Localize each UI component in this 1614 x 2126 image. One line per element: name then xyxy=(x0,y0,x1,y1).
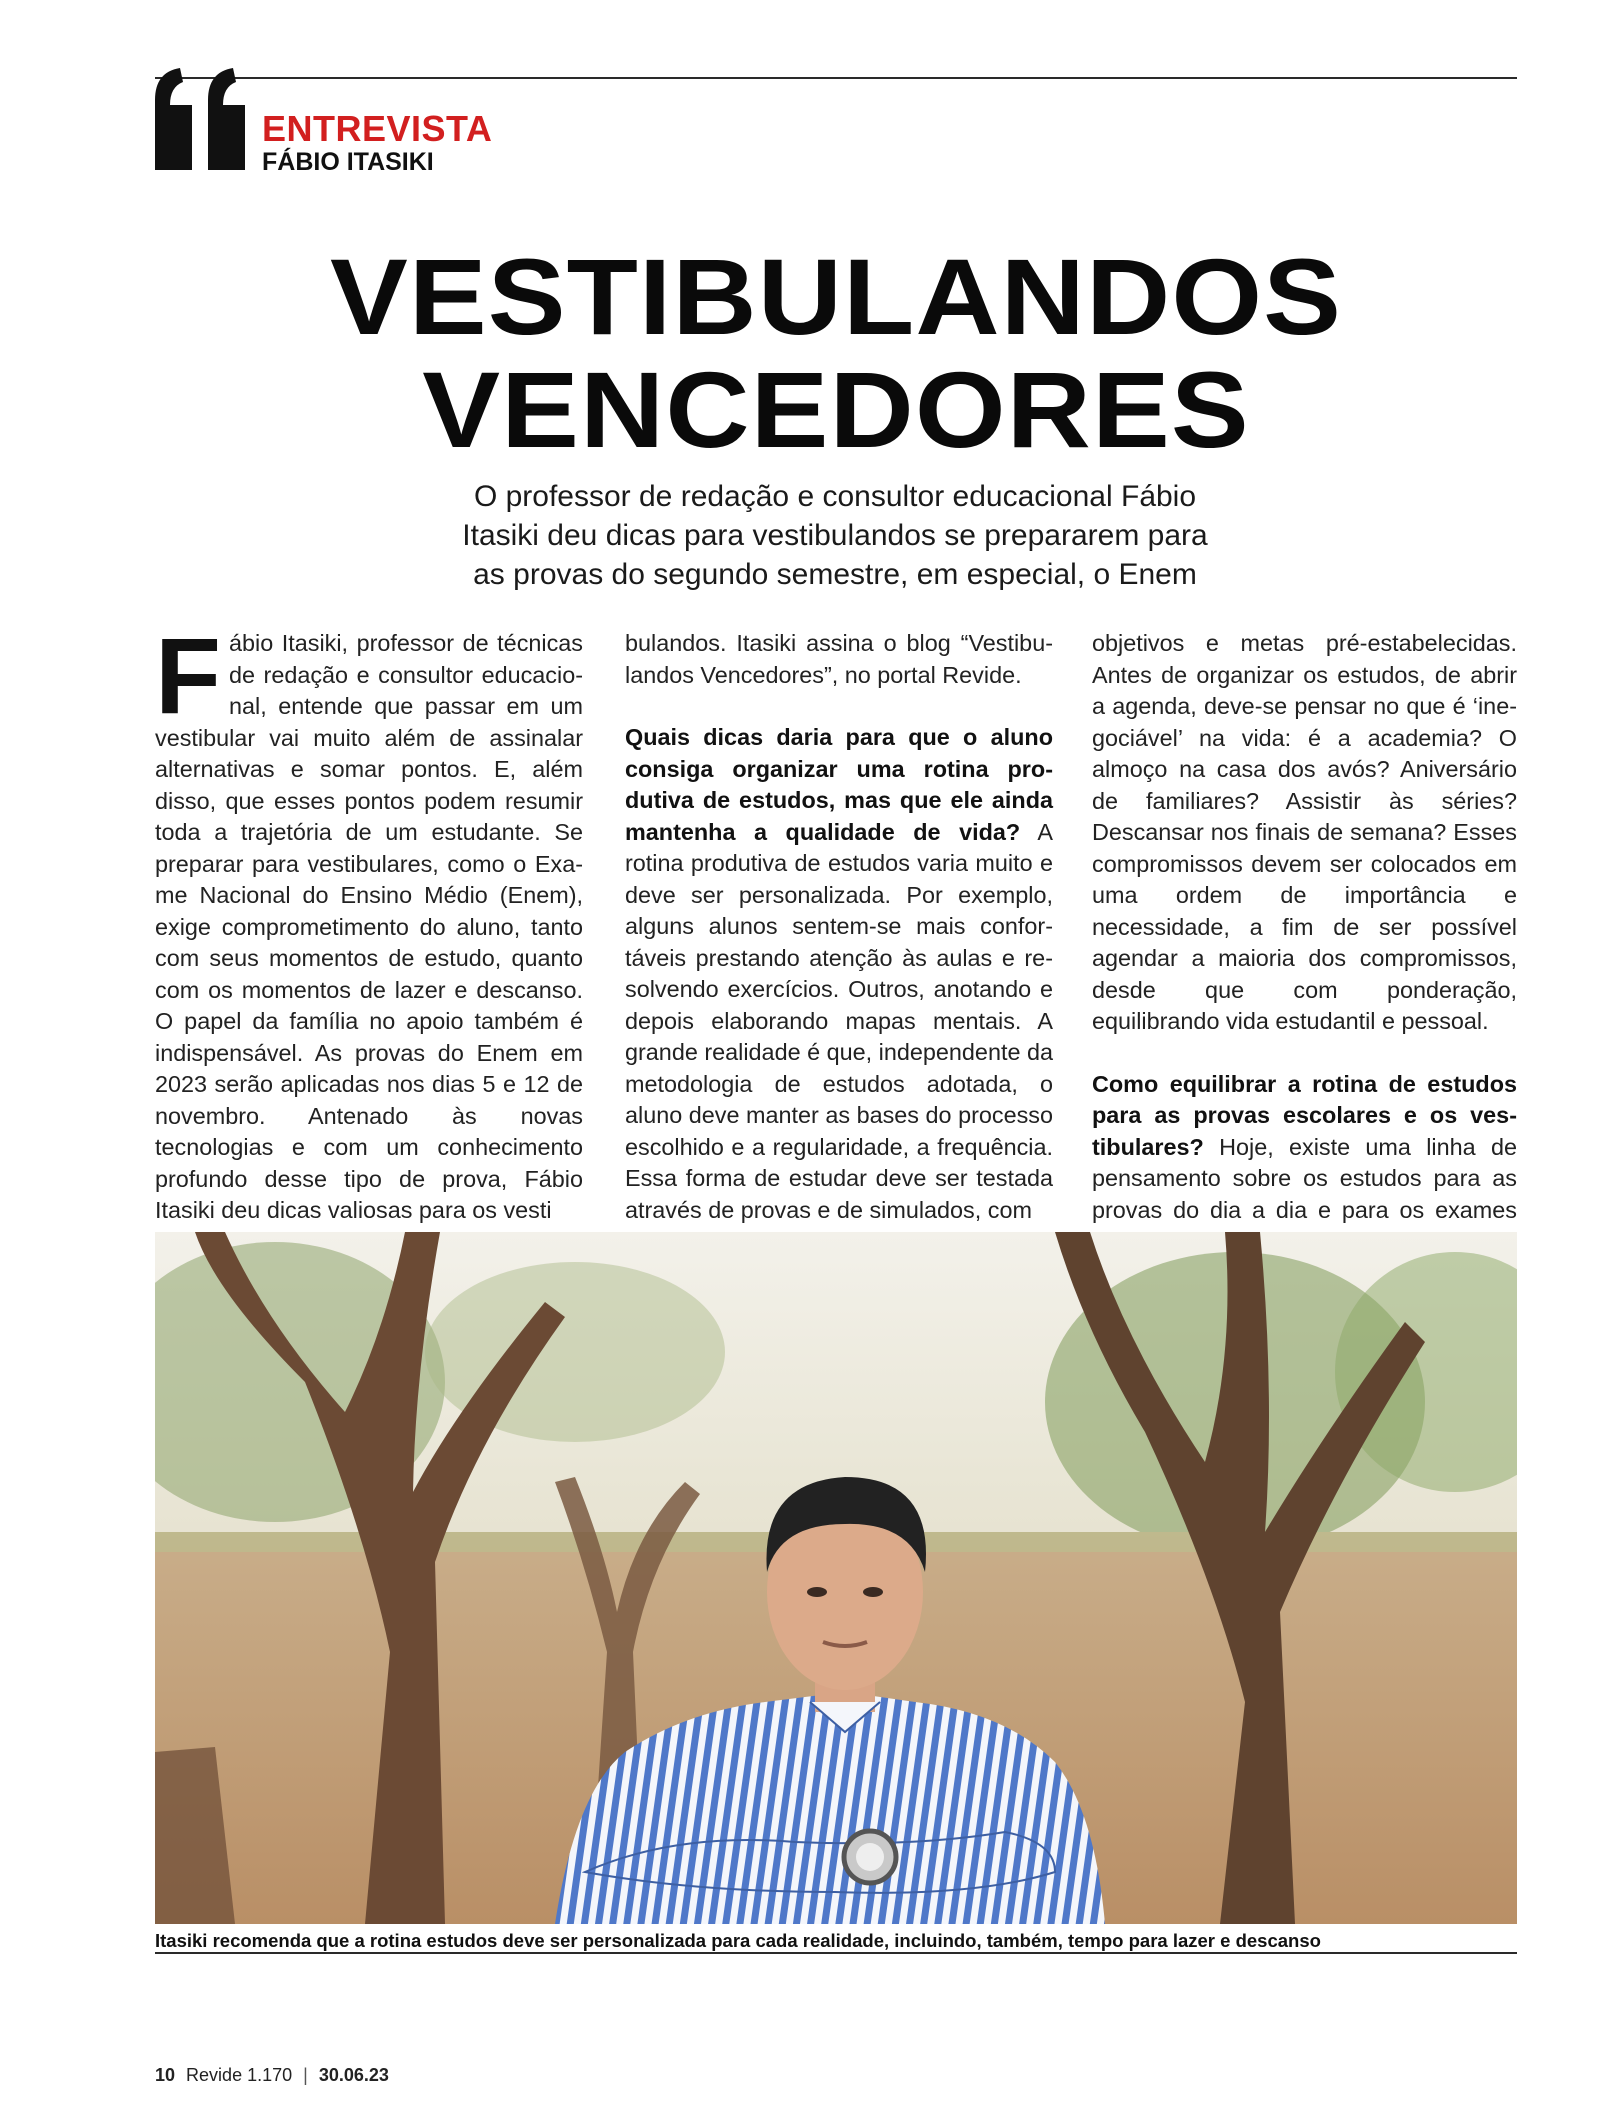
intro-paragraph xyxy=(155,615,583,1227)
body-column-2 xyxy=(625,628,1053,1257)
intro-continuation: bulandos. Itasiki assina o blog “Vestibulandos Vencedores”, no portal Revide. xyxy=(625,630,1053,688)
photo-caption: Itasiki recomenda que a rotina estudos deve ser personalizada para cada realidade, incluindo, também, tempo para lazer e descanso xyxy=(155,1930,1321,1951)
drop-cap: F xyxy=(155,615,221,736)
footer-separator: | xyxy=(303,2065,308,2085)
body-column-1 xyxy=(155,615,583,1258)
headline-line-1: VESTIBULANDOS xyxy=(329,236,1343,357)
portrait-photo xyxy=(155,1232,1517,1924)
section-label: ENTREVISTA xyxy=(262,108,493,149)
headline-line-2: VENCEDORES xyxy=(422,349,1250,470)
magazine-issue: Revide 1.170 xyxy=(186,2065,293,2085)
portrait-illustration xyxy=(155,1232,1517,1924)
standfirst-line-1: O professor de redação e consultor educacional Fábio xyxy=(473,480,1197,513)
issue-date: 30.06.23 xyxy=(318,2065,389,2085)
bottom-rule xyxy=(155,1952,1517,1954)
qa-block-2 xyxy=(1092,1069,1517,1258)
question-1: Quais dicas daria para que o aluno consiga organizar uma rotina produtiva de estudos, mas que ele ainda mantenha a qualidade de vida? xyxy=(625,724,1053,845)
answer-2: Hoje, existe uma linha de pensamento sobre os estudos para as provas do dia a dia e para os exames xyxy=(1092,1133,1517,1223)
intro-text: ábio Itasiki, professor de técnicas de redação e consultor educacional, entende que passar em um vestibular vai muito além de assinalar alternativas e somar pontos. E, além disso, que esses pontos podem resumir toda a trajetória de um estudante. Se preparar para vestibulares, como o Exame Nacional do Ensino Médio (Enem), exige comprometimento do aluno, tanto com seus momentos de estudo, quanto com os momentos de lazer e descanso. O papel da família no apoio também é indispensável. As provas do Enem em 2023 serão aplicadas nos dias 5 e 12 de novembro. Antenado às novas tecnologias e com um conhecimento profundo desse tipo de prova, Fábio Itasiki deu dicas valiosas para os vesti xyxy=(155,630,583,1223)
question-2: Como equilibrar a rotina de estudos para as provas escolares e os vestibulares? xyxy=(1092,1070,1517,1160)
page-number: 10 xyxy=(155,2065,176,2085)
quote-mark-icon xyxy=(150,60,255,190)
answer-1-continuation: objetivos e metas pré-estabelecidas. Antes de organizar os estudos, de abrir a agenda, deve-se pensar no que é ‘inegociável’ na vida: é a academia? O almoço na casa dos avós? Aniversário de familiares? Assistir às séries? Descansar nos finais de semana? Esses compromissos devem ser colocados em uma ordem de importância e necessidade, a fim de ser possível agendar a maioria dos compromissos, desde que com ponderação, equilibrando vida estudantil e pessoal. xyxy=(1092,630,1517,1034)
page-footer xyxy=(155,2064,389,2086)
headline xyxy=(155,236,1517,470)
answer-1: A rotina produtiva de estudos varia muito e deve ser personalizada. Por exemplo, alguns alunos sentem-se mais confortáveis prestando atenção às aulas e resolvendo exercícios. Outros, anotando e depois elaborando mapas mentais. A grande realidade é que, independente da metodologia de estudos adotada, o aluno deve manter as bases do processo escolhido e a regularidade, a frequência. Essa forma de estudar deve ser testada através de provas e de simulados, com xyxy=(625,818,1054,1223)
standfirst-line-2: Itasiki deu dicas para vestibulandos se prepararem para xyxy=(462,519,1208,552)
standfirst xyxy=(370,477,1300,594)
top-rule xyxy=(155,77,1517,79)
body-column-3 xyxy=(1092,628,1517,1289)
qa-block-1 xyxy=(625,722,1053,1226)
interviewee-name: FÁBIO ITASIKI xyxy=(262,148,434,176)
standfirst-line-3: as provas do segundo semestre, em especial, o Enem xyxy=(473,558,1197,591)
